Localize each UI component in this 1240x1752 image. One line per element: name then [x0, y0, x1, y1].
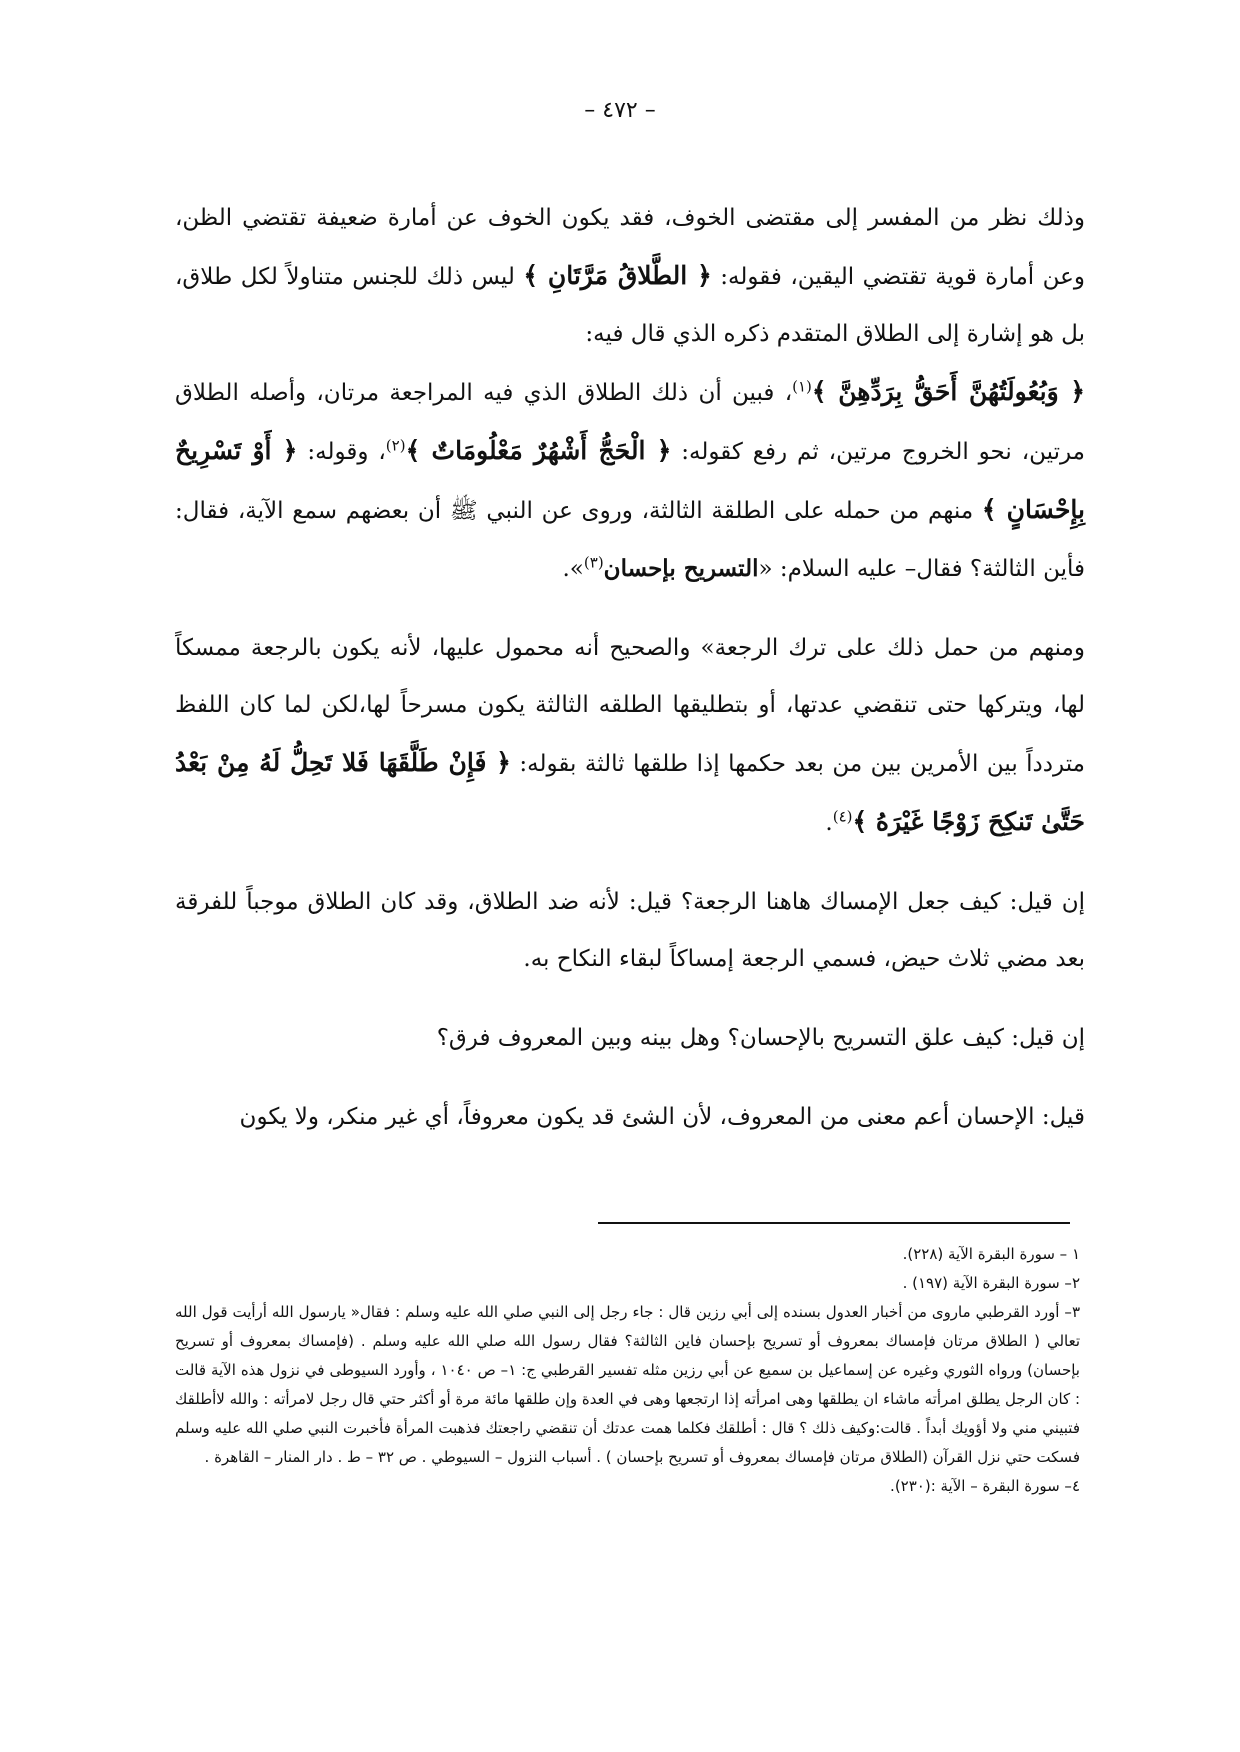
paragraph-1-text-b: ليس ذلك للجنس متناولاً لكل طلاق، بل هو إشارة إلى الطلاق المتقدم ذكره الذي قال فيه:: [175, 264, 1085, 347]
footnote-ref-2: (٢): [385, 436, 406, 455]
footnote-ref-1: (١): [792, 377, 812, 396]
main-text: [175, 190, 1085, 1168]
footnote-4: ٤– سورة البقرة – الآية :(٢٣٠).: [890, 1477, 1080, 1495]
footnote-ref-4: (٤): [832, 807, 853, 826]
paragraph-1: [175, 190, 1085, 598]
footnote-divider: [598, 1222, 1070, 1224]
quran-verse-fa-in-tallaqaha: ﴿ فَإِنْ طَلَّقَهَا فَلا تَحِلُّ لَهُ مِنْ بَعْدُ حَتَّىٰ تَنكِحَ زَوْجًا غَيْرَهُ ﴾: [175, 748, 1085, 836]
paragraph-3: إن قيل: كيف جعل الإمساك هاهنا الرجعة؟ قيل: لأنه ضد الطلاق، وقد كان الطلاق موجباً للفرقة بعد مضي ثلاث حيض، فسمي الرجعة إمساكاً لبقاء النكاح به.: [175, 889, 1085, 972]
paragraph-1-text-c: ، فبين أن ذلك الطلاق الذي فيه المراجعة مرتان، وأصله الطلاق مرتين، نحو الخروج مرتين، ثم رفع كقوله:: [175, 380, 1085, 465]
paragraph-1-text-f: ».: [562, 556, 584, 582]
footnote-ref-3: (٣): [583, 553, 604, 572]
footnote-1: ١ – سورة البقرة الآية (٢٢٨).: [902, 1245, 1080, 1263]
paragraph-5: قيل: الإحسان أعم معنى من المعروف، لأن الشئ قد يكون معروفاً، أي غير منكر، ولا يكون: [239, 1104, 1085, 1130]
footnote-3: ٣– أورد القرطبي ماروى من أخبار العدول بسنده إلى أبي رزين قال : جاء رجل إلى النبي صلي الله عليه وسلم : فقال« يارسول الله أرأيت قول الله تعالي ( الطلاق مرتان فإمساك بمعروف أو تسريح بإحسان فاين الثالثة؟ فقال رسول الله صلي الله عليه وسلم . (فإمساك بمعروف أو تسريح بإحسان) ورواه الثوري وغيره عن إسماعيل بن سميع عن أبي رزين مثله تفسير القرطبي ج: ١– ص ١٠٤٠ ، وأورد السيوطى في نزول هذه الآية قالت : كان الرجل يطلق امرأته ماشاء ان يطلقها وهى امرأته إذا ارتجعها وهى في العدة وإن طلقها مائة مرة أو أكثر حتي قال رجل لامرأته : والله لاأطلقك فتبيني مني ولا أؤويك أبداً . قالت:وكيف ذلك ؟ قال : أطلقك فكلما همت عدتك أن تنقضي راجعتك فذهبت المرأة فأخبرت النبي صلي الله عليه وسلم فسكت حتي نزل القرآن (الطلاق مرتان فإمساك بمعروف أو تسريح بإحسان ) . أسباب النزول – السيوطي . ص ٣٢ – ط . دار المنار – القاهرة .: [175, 1303, 1080, 1466]
footnote-2: ٢– سورة البقرة الآية (١٩٧) .: [902, 1274, 1080, 1292]
footnotes: [175, 1240, 1080, 1501]
hadith-quote: التسريح بإحسان: [603, 555, 759, 582]
paragraph-2-text-a: ومنهم من حمل ذلك على ترك الرجعة» والصحيح أنه محمول عليها، لأنه يكون بالرجعة ممسكاً لها، ويتركها حتى تنقضي عدتها، أو بتطليقها الطلقه الثالثة يكون مسرحاً لها،لكن لما كان اللفظ متردداً بين الأمرين بين من بعد حكمها إذا طلقها ثالثة بقوله:: [175, 635, 1085, 777]
paragraph-1-text-d: ، وقوله:: [297, 439, 386, 465]
quran-verse-hajj-ashhur: ﴿ الْحَجُّ أَشْهُرٌ مَعْلُومَاتٌ ﴾: [405, 436, 672, 465]
paragraph-4: إن قيل: كيف علق التسريح بالإحسان؟ وهل بينه وبين المعروف فرق؟: [436, 1025, 1085, 1051]
paragraph-2: [175, 620, 1085, 852]
paragraph-1-text-e: منهم من حمله على الطلقة الثالثة، وروى عن النبي ﷺ أن بعضهم سمع الآية، فقال: فأين الثالثة؟ فقال– عليه السلام: «: [175, 498, 1085, 582]
page-number: – ٤٧٢ –: [584, 98, 656, 123]
quran-verse-tasrih-bi-ihsan: ﴿ أَوْ تَسْرِيحٌ بِإِحْسَانٍ ﴾: [175, 436, 1085, 524]
quran-verse-buulatuhunna: ﴿ وَبُعُولَتُهُنَّ أَحَقُّ بِرَدِّهِنَّ ﴾: [811, 377, 1085, 406]
quran-verse-talaq-marratan: ﴿ الطَّلاقُ مَرَّتَانِ ﴾: [523, 261, 712, 290]
paragraph-1-text-a: وذلك نظر من المفسر إلى مقتضى الخوف، فقد يكون الخوف عن أمارة ضعيفة تقتضي الظن، وعن أمارة قوية تقتضي اليقين، فقوله:: [175, 205, 1085, 290]
paragraph-2-text-b: .: [825, 810, 833, 836]
